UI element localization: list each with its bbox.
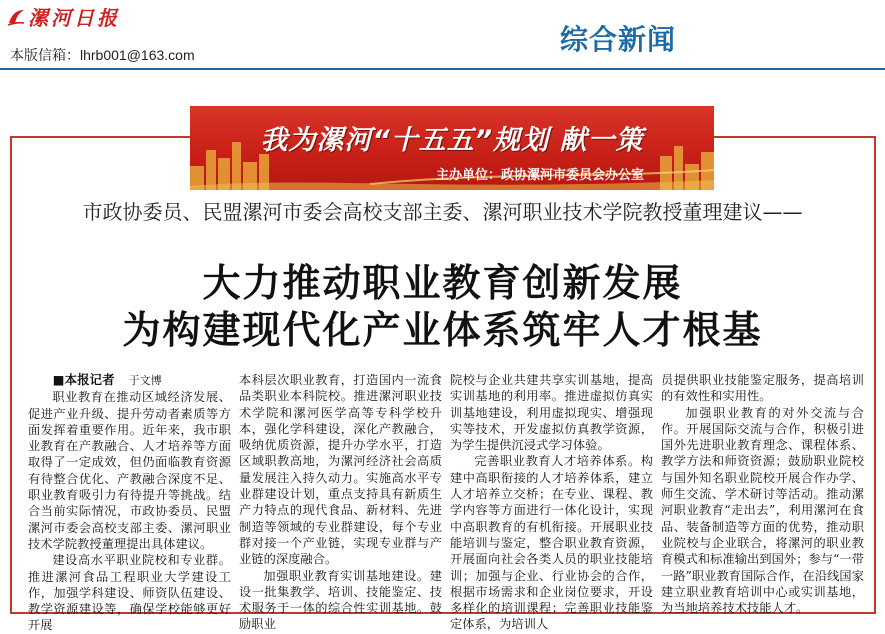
article-kicker: 市政协委员、民盟漯河市委会高校支部主委、漯河职业技术学院教授董理建议—— xyxy=(82,200,803,224)
paragraph: 建设高水平职业院校和专业群。推进漯河食品工程职业大学建设工作，加强学科建设、师资队伍建设、教学资源建设等，确保学校能够更好开展 xyxy=(28,553,231,633)
reporter-name: 于文博 xyxy=(128,374,162,387)
byline-label: ■本报记者 xyxy=(52,372,115,387)
byline xyxy=(28,372,231,389)
header-rule xyxy=(0,68,885,70)
body-column-4 xyxy=(661,372,864,616)
banner-organizer: 主办单位：政协漯河市委员会办公室 xyxy=(435,168,644,183)
mailbox-line: 本版信箱：lhrb001@163.com xyxy=(10,47,195,63)
article-body xyxy=(28,372,868,633)
logo-text: 漯河日报 xyxy=(28,6,120,30)
paragraph: 本科层次职业教育，打造国内一流食品类职业本科院校。推进漯河职业技术学院和漯河医学高等专科学校升本，强化学科建设，深化产教融合，吸纳优质资源，提升办学水平，打造区域职教高地，为漯河经济社会高质量发展注入持久动力。实施高水平专业群建设计划，重点支持具有新质生产力特点的现代食品、新材料、先进制造等领域的专业群建设，每个专业群对接一个产业链，实现专业群与产业链的深度融合。 xyxy=(239,373,442,567)
banner-title: 我为漯河“十五五”规划 献一策 xyxy=(260,125,644,156)
body-column-3 xyxy=(450,372,653,632)
section-title: 综合新闻 xyxy=(560,23,677,56)
body-column-1 xyxy=(28,372,231,633)
paragraph: 院校与企业共建共享实训基地，提高实训基地的利用率。推进虚拟仿真实训基地建设，利用虚拟现实、增强现实等技术，开发虚拟仿真教学资源，为学生提供沉浸式学习体验。 xyxy=(450,373,653,453)
paragraph: 加强职业教育的对外交流与合作。开展国际交流与合作，积极引进国外先进职业教育理念、课程体系、教学方法和师资资源；鼓励职业院校与国外知名职业院校开展合作办学、师生交流、学术研讨等活动。推动漯河职业教育“走出去”，利用漯河在食品、装备制造等方面的优势，推动职业院校与企业联合，将漯河的职业教育模式和标准输出到国外；参与“一带一路”职业教育国际合作，在沿线国家建立职业教育培训中心或实训基地，为当地培养技术技能人才。 xyxy=(661,405,864,616)
paragraph: 完善职业教育人才培养体系。构建中高职衔接的人才培养体系，建立人才培养立交桥；在专业、课程、教学内容等方面进行一体化设计，实现中高职教育的有机衔接。开展职业技能培训与鉴定，整合职业教育资源，开展面向社会各类人员的职业技能培训；加强与企业、行业协会的合作，根据市场需求和企业岗位要求，开设多样化的培训课程；完善职业技能鉴定体系，为培训人 xyxy=(450,454,653,632)
paragraph: 加强职业教育实训基地建设。建设一批集教学、培训、技能鉴定、技术服务于一体的综合性实训基地。鼓励职业 xyxy=(239,568,442,632)
headline-line-1: 大力推动职业教育创新发展 xyxy=(202,260,683,305)
campaign-banner xyxy=(190,106,714,190)
newspaper-logo xyxy=(6,2,120,31)
masthead xyxy=(0,0,885,66)
body-column-2 xyxy=(239,372,442,632)
paragraph: 职业教育在推动区域经济发展、促进产业升级、提升劳动者素质等方面发挥着重要作用。近年来，我市职业教育在产教融合、人才培养等方面取得了一定成效，但仍面临教育资源有待整合优化、产教融合深度不足、职业教育吸引力有待提升等挑战。结合当前实际情况，市政协委员、民盟漯河市委会高校支部主委、漯河职业技术学院教授董理提出具体建议。 xyxy=(28,390,231,551)
paragraph: 员提供职业技能鉴定服务，提高培训的有效性和实用性。 xyxy=(661,373,864,404)
headline-line-2: 为构建现代化产业体系筑牢人才根基 xyxy=(122,307,763,352)
logo-mark-icon xyxy=(6,7,26,27)
